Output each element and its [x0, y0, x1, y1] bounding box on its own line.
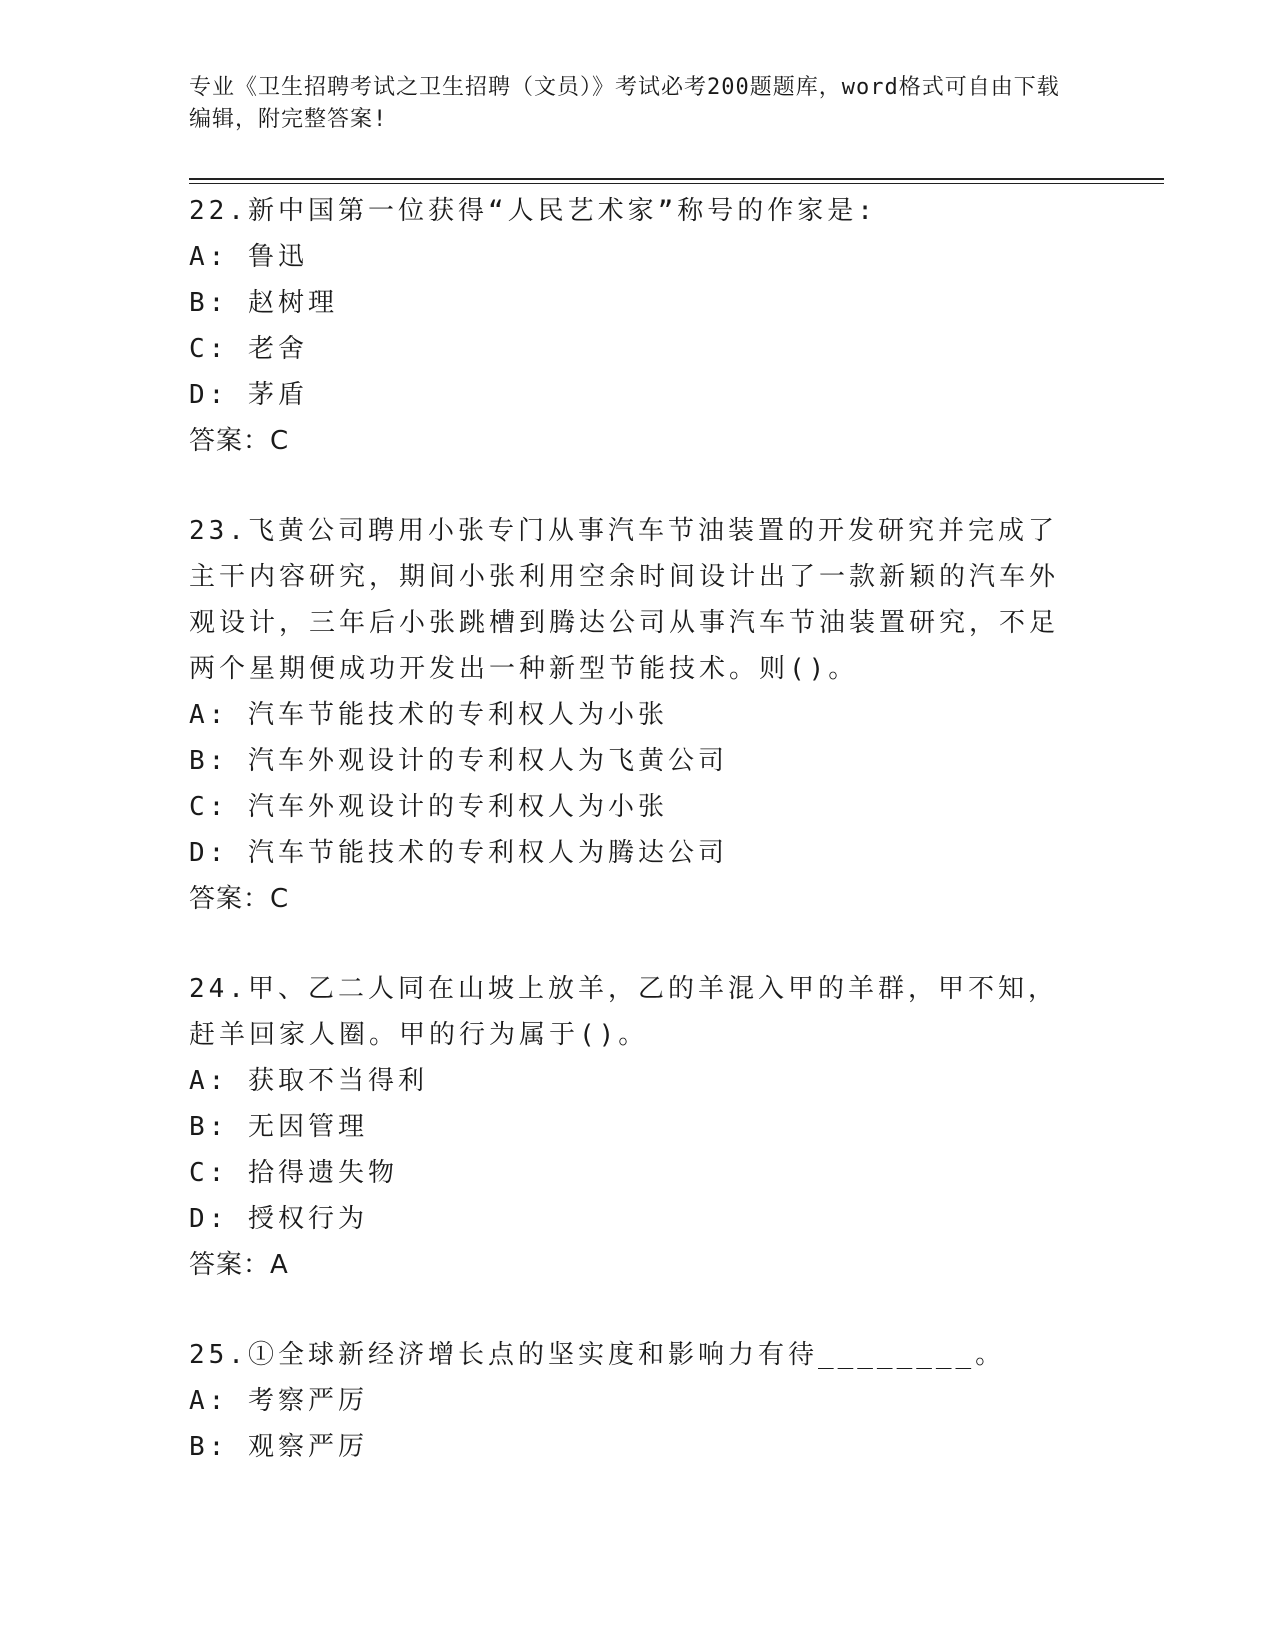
option-a: A: 汽车节能技术的专利权人为小张: [189, 700, 668, 730]
question-24: [189, 966, 1089, 1288]
option-a: A: 鲁迅: [189, 242, 308, 272]
question-25: [189, 1332, 1089, 1470]
option-b: B: 观察严厉: [189, 1432, 368, 1462]
question-text: 24.甲、乙二人同在山坡上放羊，乙的羊混入甲的羊群，甲不知，赶羊回家人圈。甲的行为属于()。: [189, 974, 1058, 1050]
header-divider-thin: [189, 183, 1164, 184]
option-b: B: 汽车外观设计的专利权人为飞黄公司: [189, 746, 728, 776]
option-c: C: 拾得遗失物: [189, 1158, 398, 1188]
answer: 答案：C: [189, 426, 290, 456]
question-22: [189, 188, 1089, 464]
option-d: D: 授权行为: [189, 1204, 368, 1234]
option-c: C: 老舍: [189, 334, 308, 364]
option-c: C: 汽车外观设计的专利权人为小张: [189, 792, 668, 822]
option-b: B: 无因管理: [189, 1112, 368, 1142]
answer: 答案：C: [189, 884, 290, 914]
answer: 答案：A: [189, 1250, 289, 1280]
option-b: B: 赵树理: [189, 288, 338, 318]
question-list: [189, 188, 1089, 1514]
option-d: D: 茅盾: [189, 380, 308, 410]
option-d: D: 汽车节能技术的专利权人为腾达公司: [189, 838, 728, 868]
option-a: A: 考察严厉: [189, 1386, 368, 1416]
question-text: 23.飞黄公司聘用小张专门从事汽车节油装置的开发研究并完成了主干内容研究，期间小张利用空余时间设计出了一款新颖的汽车外观设计，三年后小张跳槽到腾达公司从事汽车节油装置研究，不足两个星期便成功开发出一种新型节能技术。则()。: [189, 516, 1060, 684]
header-divider: [189, 178, 1164, 180]
question-23: [189, 508, 1089, 922]
option-a: A: 获取不当得利: [189, 1066, 428, 1096]
question-text: 22.新中国第一位获得“人民艺术家”称号的作家是:: [189, 196, 877, 226]
question-text: 25.①全球新经济增长点的坚实度和影响力有待________。: [189, 1340, 1006, 1370]
document-header: 专业《卫生招聘考试之卫生招聘（文员）》考试必考200题题库，word格式可自由下载编辑，附完整答案!: [189, 75, 1060, 132]
